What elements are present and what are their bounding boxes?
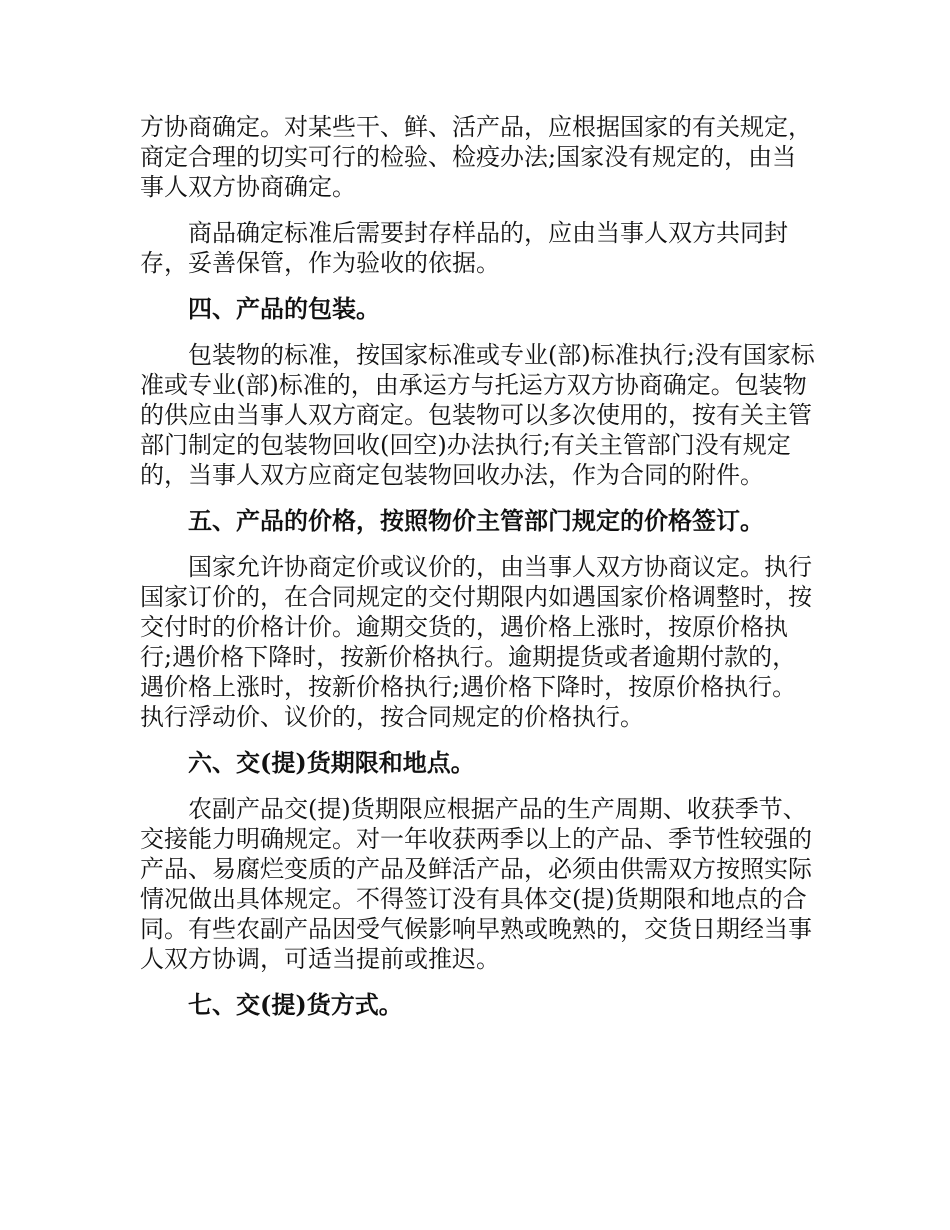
heading-price: 五、产品的价格，按照物价主管部门规定的价格签订。 <box>188 506 764 535</box>
heading-delivery-period: 六、交(提)货期限和地点。 <box>188 748 475 777</box>
paragraph-sealed-samples: 商品确定标准后需要封存样品的，应由当事人双方共同封存，妥善保管，作为验收的依据。 <box>140 219 788 277</box>
paragraph-packaging: 包装物的标准，按国家标准或专业(部)标准执行;没有国家标准或专业(部)标准的，由承运方与托运方双方协商确定。包装物的供应由当事人双方商定。包装物可以多次使用的，按有关主管部门制定的包装物回收(回空)办法执行;有关主管部门没有规定的，当事人双方应商定包装物回收办法，作为合同的附件。 <box>140 341 815 489</box>
paragraph-price: 国家允许协商定价或议价的，由当事人双方协商议定。执行国家订价的，在合同规定的交付期限内如遇国家价格调整时，按交付时的价格计价。逾期交货的，遇价格上涨时，按原价格执行;遇价格下降时，按新价格执行。逾期提货或者逾期付款的，遇价格上涨时，按新价格执行;遇价格下降时，按原价格执行。执行浮动价、议价的，按合同规定的价格执行。 <box>140 553 812 731</box>
paragraph-delivery-period: 农副产品交(提)货期限应根据产品的生产周期、收获季节、交接能力明确规定。对一年收获两季以上的产品、季节性较强的产品、易腐烂变质的产品及鲜活产品，必须由供需双方按照实际情况做出具体规定。不得签订没有具体交(提)货期限和地点的合同。有些农副产品因受气候影响早熟或晚熟的，交货日期经当事人双方协调，可适当提前或推迟。 <box>140 795 812 973</box>
paragraph-inspection-continued: 方协商确定。对某些干、鲜、活产品，应根据国家的有关规定，商定合理的切实可行的检验、检疫办法;国家没有规定的，由当事人双方协商确定。 <box>140 113 812 201</box>
heading-packaging: 四、产品的包装。 <box>188 294 380 323</box>
document-body <box>140 112 820 1036</box>
heading-delivery-method: 七、交(提)货方式。 <box>188 990 403 1019</box>
